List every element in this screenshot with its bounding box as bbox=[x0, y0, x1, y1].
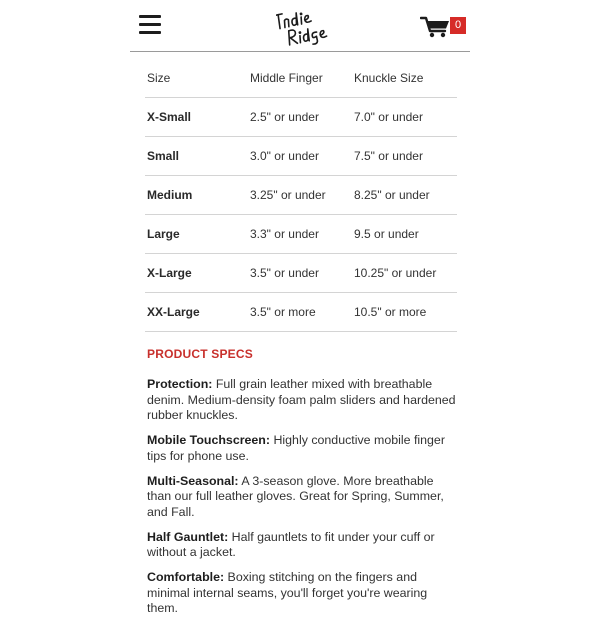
knuckle-cell: 9.5 or under bbox=[354, 215, 457, 254]
knuckle-cell: 7.0" or under bbox=[354, 98, 457, 137]
menu-bar bbox=[139, 31, 161, 34]
column-header-knuckle-size: Knuckle Size bbox=[354, 59, 457, 98]
spec-half-gauntlet bbox=[147, 530, 459, 561]
table-row bbox=[145, 137, 457, 176]
size-cell: XX-Large bbox=[145, 293, 250, 332]
site-header bbox=[130, 0, 470, 52]
hamburger-menu-icon[interactable] bbox=[139, 15, 161, 34]
middle-finger-cell: 3.5" or under bbox=[250, 254, 354, 293]
knuckle-cell: 7.5" or under bbox=[354, 137, 457, 176]
table-row bbox=[145, 98, 457, 137]
spec-mobile-touchscreen bbox=[147, 433, 459, 464]
knuckle-cell: 10.5" or more bbox=[354, 293, 457, 332]
cart-count-badge[interactable]: 0 bbox=[450, 17, 466, 34]
spec-protection bbox=[147, 377, 459, 424]
column-header-middle-finger: Middle Finger bbox=[250, 59, 354, 98]
product-specs-list bbox=[147, 377, 459, 626]
spec-label: Comfortable: bbox=[147, 570, 225, 584]
menu-bar bbox=[139, 23, 161, 26]
middle-finger-cell: 2.5" or under bbox=[250, 98, 354, 137]
menu-bar bbox=[139, 15, 161, 18]
knuckle-cell: 8.25" or under bbox=[354, 176, 457, 215]
middle-finger-cell: 3.25" or under bbox=[250, 176, 354, 215]
spec-text: Highly conductive mobile finger tips for phone use. bbox=[147, 433, 445, 463]
spec-label: Half Gauntlet: bbox=[147, 529, 229, 544]
product-specs-heading: PRODUCT SPECS bbox=[147, 347, 253, 361]
spec-text: Full grain leather mixed with breathable denim. Medium-density foam palm sliders and hardened rubber knuckles. bbox=[147, 377, 456, 422]
size-cell: X-Small bbox=[145, 98, 250, 137]
spec-comfortable bbox=[147, 570, 459, 617]
size-cell: Large bbox=[145, 215, 250, 254]
middle-finger-cell: 3.5" or more bbox=[250, 293, 354, 332]
middle-finger-cell: 3.0" or under bbox=[250, 137, 354, 176]
table-row bbox=[145, 254, 457, 293]
spec-label: Mobile Touchscreen: bbox=[147, 433, 271, 447]
spec-multi-seasonal bbox=[147, 474, 459, 521]
spec-text: A 3-season glove. More breathable than our full leather gloves. Great for Spring, Summer, and Fall. bbox=[147, 473, 444, 519]
table-row bbox=[145, 215, 457, 254]
table-header-row bbox=[145, 59, 457, 98]
knuckle-cell: 10.25" or under bbox=[354, 254, 457, 293]
size-cell: X-Large bbox=[145, 254, 250, 293]
spec-text: Boxing stitching on the fingers and minimal internal seams, you'll forget you're wearing them. bbox=[147, 570, 428, 615]
table-row bbox=[145, 176, 457, 215]
column-header-size: Size bbox=[145, 59, 250, 98]
spec-label: Protection: bbox=[147, 377, 213, 391]
table-row bbox=[145, 293, 457, 332]
spec-label: Multi-Seasonal: bbox=[147, 473, 239, 488]
size-cell: Small bbox=[145, 137, 250, 176]
brand-logo[interactable] bbox=[276, 6, 328, 46]
middle-finger-cell: 3.3" or under bbox=[250, 215, 354, 254]
spec-text: Half gauntlets to fit under your cuff or without a jacket. bbox=[147, 529, 435, 559]
size-cell: Medium bbox=[145, 176, 250, 215]
shopping-cart-icon[interactable] bbox=[420, 16, 450, 38]
size-chart-table bbox=[145, 59, 457, 332]
